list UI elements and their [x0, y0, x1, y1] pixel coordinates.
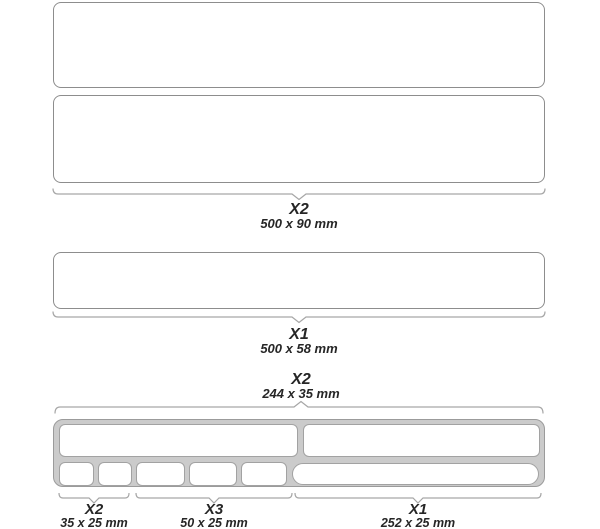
sheet-medium-decal-1 [136, 462, 185, 486]
label-sheet-small-size: 35 x 25 mm [60, 516, 128, 529]
sheet-small-decal-1 [59, 462, 94, 486]
label-top-panels [199, 202, 399, 230]
label-sheet-top [201, 372, 401, 400]
bracket-sheet-top [55, 402, 543, 414]
protection-strip-large-1 [53, 2, 545, 88]
label-sheet-long [358, 503, 478, 529]
sheet-medium-decal-3 [241, 462, 287, 486]
label-sheet-medium-size: 50 x 25 mm [180, 516, 248, 529]
sheet-top-decal-right [303, 424, 540, 457]
label-sheet-medium-qty: X3 [204, 501, 224, 518]
label-sheet-top-qty: X2 [291, 371, 311, 388]
label-sheet-top-size: 244 x 35 mm [262, 386, 340, 401]
label-middle-panel-qty: X1 [289, 326, 309, 343]
sheet-top-decal-left [59, 424, 298, 457]
sheet-medium-decal-2 [189, 462, 237, 486]
label-sheet-long-qty: X1 [408, 501, 428, 518]
label-middle-panel-size: 500 x 58 mm [260, 341, 338, 356]
label-sheet-small-qty: X2 [84, 501, 104, 518]
label-middle-panel [199, 327, 399, 355]
protection-strip-large-2 [53, 95, 545, 183]
label-sheet-small [34, 503, 154, 529]
sticker-sheet [53, 419, 545, 487]
label-sheet-long-size: 252 x 25 mm [380, 516, 456, 529]
protection-strip-medium [53, 252, 545, 309]
bracket-top-panels [53, 189, 545, 200]
sheet-long-decal [292, 463, 539, 485]
bracket-middle-panel [53, 312, 545, 323]
sheet-small-decal-2 [98, 462, 132, 486]
label-sheet-medium [154, 503, 274, 529]
label-top-panels-size: 500 x 90 mm [260, 216, 338, 231]
label-top-panels-qty: X2 [289, 201, 309, 218]
